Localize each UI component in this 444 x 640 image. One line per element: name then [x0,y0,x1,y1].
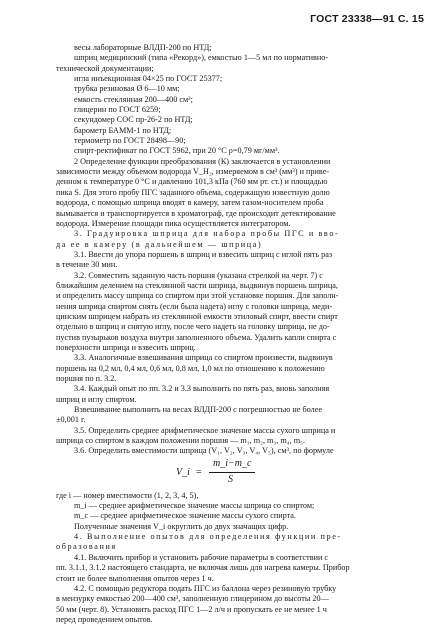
document-body [56,43,420,625]
text-line: нения шприца спиртом снять (если была надета) иглу с головки шприца, меди- [56,301,333,311]
text-line: отдельно в шприц и снятую иглу, после чего надеть на головку шприца, не до- [56,322,330,332]
text-line: денном к температуре 0 °С и давлению 101,3 кПа (760 мм рт. ст.) и площадью [56,177,328,187]
text-line: спирт-ректификат по ГОСТ 5962, при 20 °С ρ=0,79 мг/мм³. [74,146,280,156]
text-line: поршень на 0,2 мл, 0,4 мл, 0,6 мл, 0,8 мл, 1,0 мл по отношению к положению [56,363,325,373]
text-line: водорода, с помощью шприца вводят в камеру, затем газом-носителем проба [56,198,324,208]
text-line: стоит не более выполнения опытов через 1 ч. [56,573,214,583]
formula-lhs: V_i [176,466,190,478]
text-line: игла инъекционная 04×25 по ГОСТ 25377; [74,74,223,84]
text-line: 50 мм (черт. 8). Установить расход ПГС 1—2 л/ч и пропускать ее не менее 1 ч [56,604,327,614]
formula-equals: = [196,466,202,478]
text-line: где i — номер вместимости (1, 2, 3, 4, 5), [56,490,199,500]
text-line: пп. 3.1.1, 3.1.2 настоящего стандарта, не включая лишь для нагрева камеры. Прибор [56,563,350,573]
fraction-bar [209,472,255,473]
page-header: ГОСТ 23338—91 С. 15 [310,13,424,25]
text-line: ближайшим делением на стеклянной части шприца, выдвинув поршень шприца, [56,280,338,290]
text-line: m_i — среднее арифметическое значение массы шприца со спиртом; [74,501,315,511]
formula-numerator: m_i−m_c [213,457,252,469]
text-line: 3.6. Определить вместимости шприца (V₁, V₂, V₃, V₄, V₅), см³, по формуле [74,446,334,456]
text-line: технической документации; [56,63,154,73]
text-line: 3.3. Аналогичные взвешивания шприца со спиртом произвести, выдвинув [74,353,333,363]
text-line: образования [56,542,117,552]
text-line: весы лабораторные ВЛДП-200 по НТД; [74,43,212,52]
text-line: шприца со спиртом в каждом положении поршня — m₁, m₂, m₃, m₄, m₅. [56,436,305,446]
text-line: 3.2. Совместить заданную часть поршня (указана стрелкой на черт. 7) с [74,270,323,280]
text-line: термометр по ГОСТ 28498—90; [74,136,186,146]
text-line: 4.2. С помощью редуктора подать ПГС из баллона через резиновую трубку [74,583,337,593]
text-line: секундомер СОС пр-26-2 по НТД; [74,115,193,125]
text-line: Полученные значения V_i округлить до двух значащих цифр. [74,521,289,531]
text-block-before-formula [56,43,420,457]
formula-denominator: S [228,473,233,485]
text-line: пустив пузырьков воздуха внутри заполненного объема. Удалить капли спирта с [56,332,337,342]
text-line: трубка резиновая Ø 6—10 мм; [74,84,180,94]
text-line: перед проведением опытов. [56,614,153,624]
text-line: да ее в камеру (в дальнейшем — шприца) [56,239,263,249]
text-line: пика S. Для этого пробу ПГС заданного объема, содержащую известную долю [56,187,330,197]
text-line: глицерин по ГОСТ 6259; [74,105,161,115]
text-line: 3.1. Ввести до упора поршень в шприц и взвесить шприц с иглой пять раз [74,249,333,259]
formula-vi [56,459,420,489]
text-line: m_c — среднее арифметическое значение массы сухого спирта. [74,511,296,521]
text-line: в течение 30 мин. [56,260,118,270]
text-line: шприц медицинский (типа «Рекорд»), емкостью 1—5 мл по нормативно- [74,53,329,63]
text-line: шприц и иглу спиртом. [56,394,137,404]
text-line: поршня по п. 3.2. [56,374,117,383]
text-line: водорода. Измерение площади пика осуществляется интегратором. [56,218,291,228]
text-line: цинским шприцем набрать из стеклянной емкости этиловый спирт, ввести спирт [56,311,338,321]
text-line: ±0,001 г. [56,415,86,425]
text-line: 3.4. Каждый опыт по пп. 3.2 и 3.3 выполнить по пять раз, вновь заполняя [74,384,330,394]
text-line: 3.5. Определить среднее арифметическое значение массы сухого шприца и [74,425,336,435]
text-line: и определить массу шприца со спиртом при этой установке поршня. Для заполн- [56,291,339,301]
text-line: поверхности шприца и взвесить шприц. [56,342,196,352]
text-line: Взвешивание выполнить на весах ВЛДП-200 с погрешностью не более [74,405,322,415]
text-block-after-formula [56,491,420,625]
text-line: в мензурку емкостью 200—400 см³, заполненную глицерином до высоты 20— [56,594,329,604]
text-line: 4. Выполнение опытов для определения функции пре- [74,532,342,542]
text-line: барометр БАММ-1 по НТД; [74,125,172,135]
text-line: 3. Градуировка шприца для набора пробы ПГС и вво- [74,229,340,239]
text-line: зависимости между объемом водорода V_H₂, измеряемом в см³ (мм³) и приве- [56,167,330,177]
text-line: 2 Определение функции преобразования (К) заключается в установлении [74,156,331,166]
text-line: 4.1. Включить прибор и установить рабочие параметры в соответствии с [74,552,329,562]
text-line: вымывается и транспортируется в хроматограф, где происходит детектирование [56,208,336,218]
text-line: емкость стеклянная 200—400 см³; [74,94,193,104]
